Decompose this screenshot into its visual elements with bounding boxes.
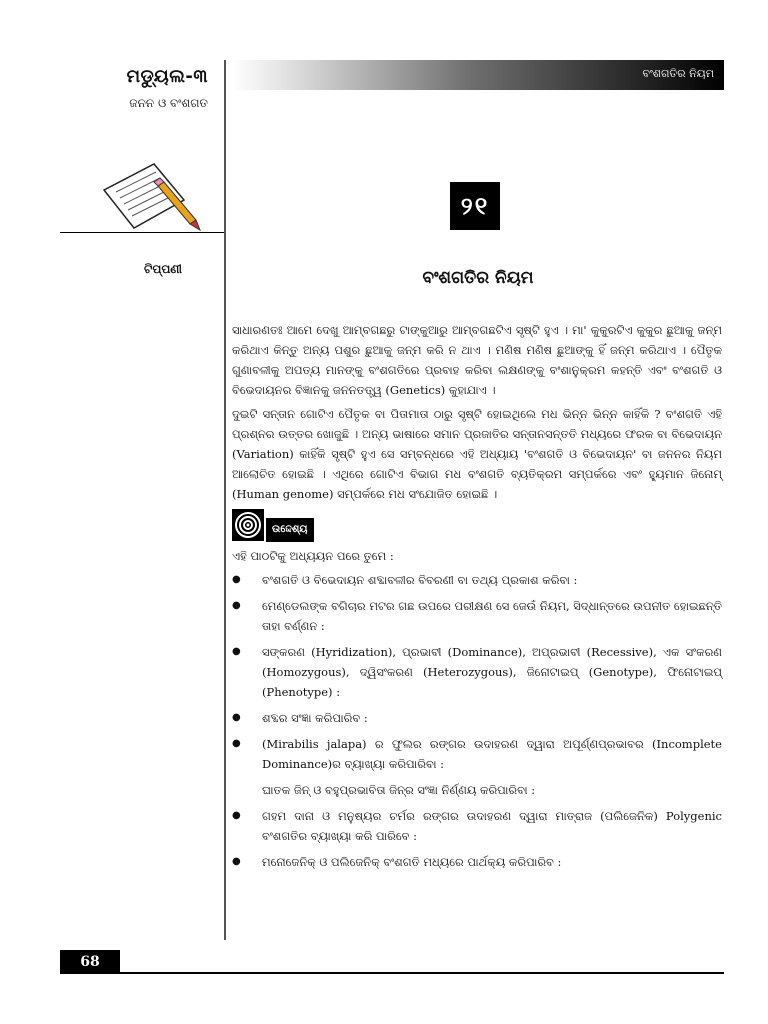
page-number: 68 (60, 950, 120, 974)
objective-item: ଘାତକ ଜିନ୍ ଓ ବହୁପ୍ରଭାବିତା ଜିନ୍ର ସଂଜ୍ଞା ନିର୍ଣ୍ଣୟ କରିପାରିବା : (262, 783, 536, 797)
intro-paragraph-2: ଦୁଇଟି ସନ୍ତାନ ଗୋଟିଏ ପୈତୃକ ବା ପିତାମାତା ଠାରୁ ସୃଷ୍ଟି ହୋଇଥିଲେ ମଧ ଭିନ୍ନ ଭିନ୍ନ କାହିଁକି ? ବଂଶଗତି ଏହି ପ୍ରଶ୍ନର ଉତ୍ତର ଖୋଜୁଛି । ଅନ୍ୟ ଭାଷାରେ ସମାନ ପ୍ରଜାତିର ସନ୍ତାନସନ୍ତତି ମଧ୍ୟରେ ଫରକ ବା ବିଭେଦାୟନ (Variation) କାହିଁକି ସୃଷ୍ଟି ହୁଏ ସେ ସମ୍ବନ୍ଧରେ ଏହି ଅଧ୍ୟାୟ 'ବଂଶଗତି ଓ ବିଭେଦାୟନ' ବା ଜନନର ନିୟମ ଆଲୋଚିତ ହୋଇଛି । ଏଥିରେ ଗୋଟିଏ ବିଭାଗ ମଧ ବଂଶଗତି ବ୍ୟତିକ୍ରମ ସମ୍ପର୍କରେ ଏବଂ ହ୍ୟୁମାନ ଜିନୋମ୍ (Human genome) ସମ୍ପର୍କରେ ମଧ ସଂଯୋଜିତ ହୋଇଛି । (232, 407, 722, 501)
header-band (232, 60, 724, 90)
chapter-number-badge: ୨୧ (450, 182, 500, 230)
objective-item: ● ସଙ୍କରଣ (Hyridization), ପ୍ରଭାବୀ (Dominance), ଅପ୍ରଭାବୀ (Recessive), ଏକ ସଂକରଣ (Homozygous), ଦ୍ୱିସଂକରଣ (Heterozygous), ଜିନୋଟାଇପ୍ (Genotype), ଫିନୋଟାଇପ୍ (Phenotype) : (232, 642, 722, 702)
column-divider (224, 60, 226, 940)
running-header-title: ବଂଶଗତିର ନିୟମ (642, 67, 714, 80)
objective-item: ● ବଂଶଗତି ଓ ବିଭେଦାୟନ ଶବ୍ଦାବଳୀର ବିବରଣୀ ବା ତଥ୍ୟ ପ୍ରକାଶ କରିବା : (232, 570, 722, 590)
objective-item: ● ଗହମ ଦାନା ଓ ମନୁଷ୍ୟର ଚର୍ମର ରଙ୍ଗର ଉଦାହରଣ ଦ୍ୱାରା ମାତ୍ରାଜ (ପଲିଜେନିକ) Polygenic ବଂଶଗତିର ବ୍ୟାଖ୍ୟା କରି ପାରିବେ : (232, 806, 722, 846)
objective-item: ● ମେଣ୍ଡେଲଙ୍କ ବଗିଚାର ମଟର ଗଛ ଉପରେ ପରୀକ୍ଷଣ ସେ ଜେଉଁ ନିୟମ, ସିଦ୍ଧାନ୍ତରେ ଉପନୀତ ହୋଇଛନ୍ତି ତାହା ବର୍ଣ୍ଣନ : (232, 596, 722, 636)
intro-paragraph-1: ସାଧାରଣତଃ ଆମେ ଦେଖୁ ଆମ୍ବଗଛରୁ ଟାଙ୍କୁଆରୁ ଆମ୍ବଗଛଟିଏ ସୃଷ୍ଟି ହୁଏ । ମା' କୁକୁରଟିଏ କୁକୁର ଛୁଆକୁ ଜନ୍ମ କରିଥାଏ କିନ୍ତୁ ଅନ୍ୟ ପଶୁର ଛୁଆକୁ ଜନ୍ମ କରି ନ ଥାଏ । ମଣିଷ ମଣିଷ ଛୁଆଙ୍କୁ ହିଁ ଜନ୍ମ କରିଥାଏ । ପୈତୃକ ଗୁଣାବଳୀକୁ ଅପତ୍ୟ ମାନଙ୍କୁ ବଂଶଗତିରେ ପ୍ରବାହ କରିବା ଲକ୍ଷଣଙ୍କୁ ବଂଶାନୁକ୍ରମ କହନ୍ତି ଏବଂ ବଂଶଗତି ଓ ବିଭେଦାୟନର ବିଜ୍ଞାନକୁ ଜନନତତ୍ତ୍ୱ (Genetics) କୁହାଯାଏ । (232, 323, 722, 397)
module-subtitle: ଜନନ ଓ ବଂଶଗତ (129, 96, 208, 110)
footer-divider (60, 972, 724, 974)
objective-item: ● ଶବ୍ଦର ସଂଜ୍ଞା କରିପାରିବ : (232, 708, 722, 728)
target-icon (232, 509, 264, 541)
chapter-title: ବଂଶଗତିର ନିୟମ (422, 268, 534, 288)
chapter-body (232, 320, 722, 878)
notes-label: ଟିପ୍ପଣୀ (144, 262, 182, 276)
objective-item: ● (Mirabilis jalapa) ର ଫୁଲର ରଙ୍ଗର ଉଦାହରଣ ଦ୍ୱାରା ଅପୂର୍ଣ୍ଣପ୍ରଭାବର (Incomplete Dominance)ର ବ୍ୟାଖ୍ୟା କରିପାରିବା : (232, 734, 722, 774)
objectives-list (232, 570, 722, 872)
module-label: ମଡ୍ୟୁଲ-୩ (126, 66, 208, 87)
objectives-heading (232, 508, 722, 542)
objective-item: ● ମନୋଜେନିକ୍ ଓ ପଲିଜେନିକ୍ ବଂଶଗତି ମଧ୍ୟରେ ପାର୍ଥକ୍ୟ କରିପାରିବ : (232, 852, 722, 872)
notepad-pencil-icon (96, 160, 206, 236)
objectives-label: ଉଦ୍ଦେଶ୍ୟ (266, 518, 314, 542)
objectives-intro: ଏହି ପାଠଟିକୁ ଅଧ୍ୟୟନ ପରେ ତୁମେ : (232, 549, 394, 563)
sidebar-divider (60, 232, 224, 233)
